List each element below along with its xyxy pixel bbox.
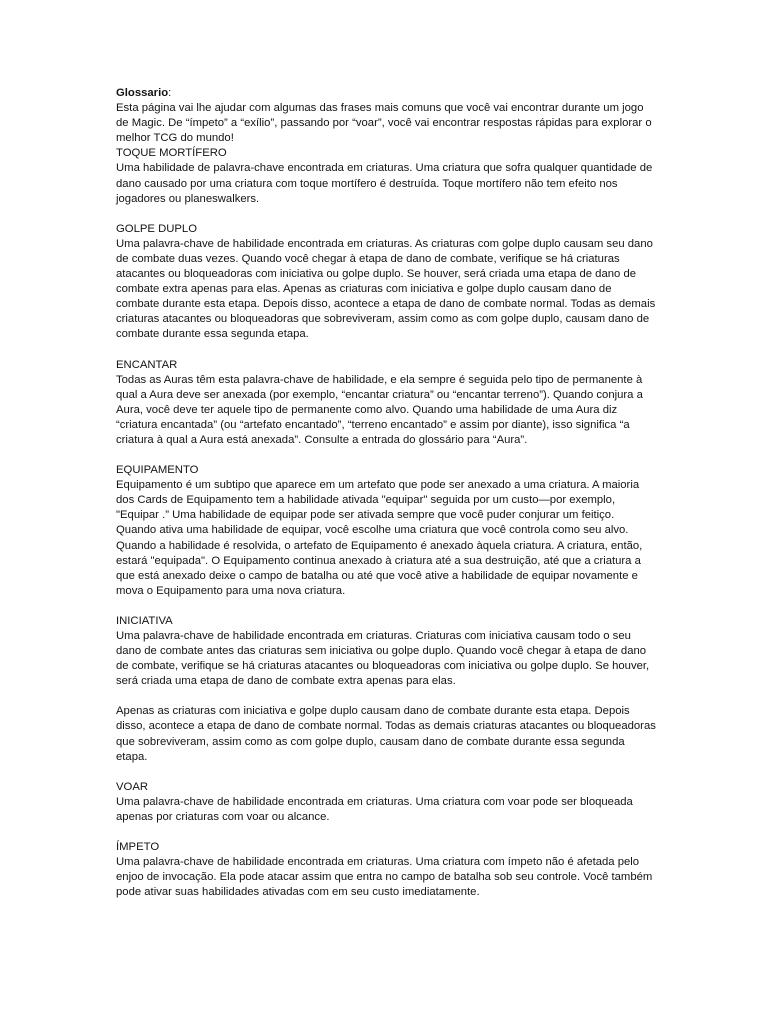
entry-paragraph: Apenas as criaturas com iniciativa e golpe duplo causam dano de combate durante esta etapa. Depois disso, acontece a etapa de dano de combate normal. Todas as demais criaturas atacantes ou bloqueadoras que sobreviveram, assim como as com golpe duplo, causam dano de combate durante essa segunda etapa. (116, 705, 656, 763)
entry-heading: ENCANTAR (116, 358, 178, 371)
intro-paragraph: Esta página vai lhe ajudar com algumas das frases mais comuns que você vai encontrar durante um jogo de Magic. De “ímpeto” a “exílio”, passando por “voar”, você vai encontrar respostas rápidas para explorar o melhor TCG do mundo! (116, 102, 652, 145)
entry-heading: INICIATIVA (116, 614, 173, 627)
entry-paragraph: Uma palavra-chave de habilidade encontrada em criaturas. Uma criatura com voar pode ser bloqueada apenas por criaturas com voar ou alcance. (116, 795, 633, 823)
entry-heading: GOLPE DUPLO (116, 222, 197, 235)
glossary-entry-iniciativa-continued (116, 704, 656, 764)
entry-paragraph: Equipamento é um subtipo que aparece em um artefato que pode ser anexado a uma criatura. A maioria dos Cards de Equipamento tem a habilidade ativada "equipar" seguida por um custo—por exemplo, "Equipar .” Uma habilidade de equipar pode ser ativada sempre que você puder conjurar um feitiço. Quando ativa uma habilidade de equipar, você escolhe uma criatura que você controla como seu alvo. Quando a habilidade é resolvida, o artefato de Equipamento é anexado àquela criatura. A criatura, então, estará "equipada". O Equipamento continua anexado à criatura até a sua destruição, até que a criatura a que está anexado deixe o campo de batalha ou até que você ative a habilidade de equipar novamente e mova o Equipamento para uma nova criatura. (116, 479, 643, 597)
glossary-entry-impeto (116, 840, 656, 900)
document-title-suffix: : (168, 87, 172, 99)
document-title: Glossario (116, 87, 169, 99)
glossary-entry-voar (116, 780, 656, 825)
entry-paragraph: Uma habilidade de palavra-chave encontrada em criaturas. Uma criatura que sofra qualquer quantidade de dano causado por uma criatura com toque mortífero é destruída. Toque mortífero não tem efeito nos jogadores ou planeswalkers. (116, 162, 653, 205)
glossary-entry-toque-mortifero (116, 146, 656, 206)
entry-paragraph: Uma palavra-chave de habilidade encontrada em criaturas. Uma criatura com ímpeto não é afetada pelo enjoo de invocação. Ela pode atacar assim que entra no campo de batalha sob seu controle. Você também pode ativar suas habilidades ativadas com em seu custo imediatamente. (116, 856, 653, 899)
glossary-entry-golpe-duplo (116, 222, 656, 343)
entry-heading: VOAR (116, 780, 149, 793)
glossary-entry-encantar (116, 358, 656, 449)
entry-paragraph: Uma palavra-chave de habilidade encontrada em criaturas. As criaturas com golpe duplo causam seu dano de combate duas vezes. Quando você chegar à etapa de dano de combate, verifique se há criaturas atacantes ou bloqueadoras com iniciativa ou golpe duplo. Se houver, será criada uma etapa de dano de combate extra apenas para elas. Apenas as criaturas com iniciativa e golpe duplo causam dano de combate durante esta etapa. Depois disso, acontece a etapa de dano de combate normal. Todas as demais criaturas atacantes ou bloqueadoras que sobreviveram, assim como as com golpe duplo, causam dano de combate durante essa segunda etapa. (116, 237, 656, 341)
entry-heading: TOQUE MORTÍFERO (116, 147, 227, 160)
document-title-line (116, 86, 656, 101)
entry-paragraph: Uma palavra-chave de habilidade encontrada em criaturas. Criaturas com iniciativa causam todo o seu dano de combate antes das criaturas sem iniciativa ou golpe duplo. Quando você chegar à etapa de dano de combate, verifique se há criaturas atacantes ou bloqueadoras com iniciativa ou golpe duplo. Se houver, será criada uma etapa de dano de combate extra apenas para elas. (116, 630, 650, 688)
entry-heading: ÍMPETO (116, 841, 160, 854)
document-page (116, 86, 656, 915)
glossary-entry-iniciativa (116, 614, 656, 689)
glossary-entry-equipamento (116, 463, 656, 599)
entry-paragraph: Todas as Auras têm esta palavra-chave de habilidade, e ela sempre é seguida pelo tipo de permanente à qual a Aura deve ser anexada (por exemplo, “encantar criatura” ou “encantar terreno”). Quando conjura a Aura, você deve ter aquele tipo de permanente como alvo. Quando uma habilidade de uma Aura diz “criatura encantada” (ou “artefato encantado”, “terreno encantado” e assim por diante), isso significa “a criatura à qual a Aura está anexada”. Consulte a entrada do glossário para “Aura”. (116, 373, 643, 446)
entry-heading: EQUIPAMENTO (116, 464, 199, 477)
